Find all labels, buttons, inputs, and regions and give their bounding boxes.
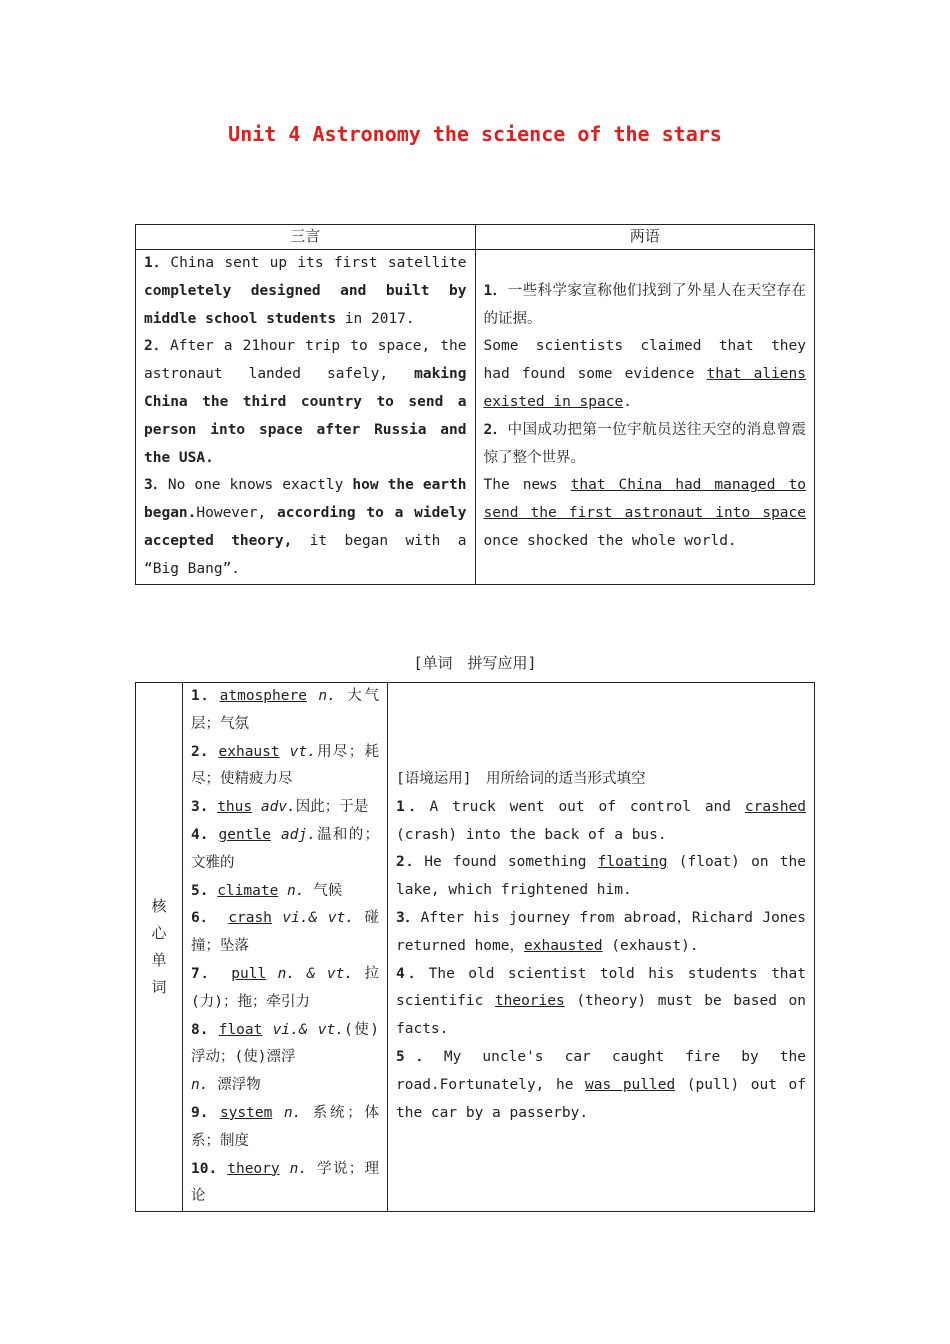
liangyu-cell	[475, 250, 815, 585]
vocab-item: 7． pull n. & vt. 拉(力)；拖；牵引力	[191, 965, 380, 1010]
vocab-item: 2. exhaust vt.用尽；耗尽；使精疲力尽	[191, 743, 380, 788]
sentence-table	[135, 224, 815, 585]
header-left: 三言	[136, 225, 476, 250]
practice-item: 5．My uncle's car caught fire by the road.Fortunately, he was pulled (pull) out of the car by a passerby.	[396, 1048, 806, 1121]
vocab-table	[135, 682, 815, 1212]
vocab-list	[183, 683, 388, 1212]
sentence-1: 1．China sent up its first satellite completely designed and built by middle school students in 2017.	[144, 255, 467, 327]
sentence-3: 3．No one knows exactly how the earth began.However, according to a widely accepted theory, it began with a “Big Bang”.	[144, 477, 467, 577]
translation-2-cn: 2．中国成功把第一位宇航员送往天空的消息曾震惊了整个世界。	[483, 421, 807, 466]
vocab-item: 8. float vi.& vt.(使)浮动；(使)漂浮 n. 漂浮物	[191, 1021, 379, 1094]
vocab-item: 9. system n. 系统；体系；制度	[191, 1104, 380, 1149]
translation-2-en: The news that China had managed to send the first astronaut into space once shocked the whole world.	[483, 477, 806, 549]
translation-1-en: Some scientists claimed that they had found some evidence that aliens existed in space.	[483, 338, 806, 410]
vocab-item: 1．atmosphere n. 大气层；气氛	[191, 688, 379, 732]
header-right: 两语	[475, 225, 815, 250]
section-heading: [单词 拼写应用]	[413, 654, 537, 672]
practice-item: 3．After his journey from abroad，Richard Jones returned home，exhausted (exhaust).	[396, 909, 806, 954]
practice-item: 4．The old scientist told his students that scientific theories (theory) must be based on facts.	[396, 965, 806, 1038]
vocab-item: 3. thus adv.因此；于是	[191, 799, 369, 816]
page-title: Unit 4 Astronomy the science of the stars	[228, 122, 722, 146]
practice-item: 1．A truck went out of control and crashed (crash) into the back of a bus.	[396, 798, 807, 843]
sentence-2: 2．After a 21hour trip to space, the astronaut landed safely, making China the third country to send a person into space after Russia and the USA.	[144, 338, 467, 466]
vocab-item: 6． crash vi.& vt. 碰撞；坠落	[191, 910, 380, 955]
sanyan-cell	[136, 250, 476, 585]
translation-1-cn: 1．一些科学家宣称他们找到了外星人在天空存在的证据。	[483, 282, 807, 327]
practice-item: 2．He found something floating (float) on the lake, which frightened him.	[396, 854, 806, 899]
vocab-item: 4. gentle adj.温和的；文雅的	[191, 826, 380, 871]
core-words-label: 核 心 单 词	[136, 683, 183, 1212]
practice-heading: [语境运用] 用所给词的适当形式填空	[396, 771, 646, 787]
vocab-item: 5. climate n. 气候	[191, 882, 343, 899]
practice-cell	[388, 683, 815, 1212]
vocab-item: 10. theory n. 学说；理论	[191, 1160, 380, 1205]
